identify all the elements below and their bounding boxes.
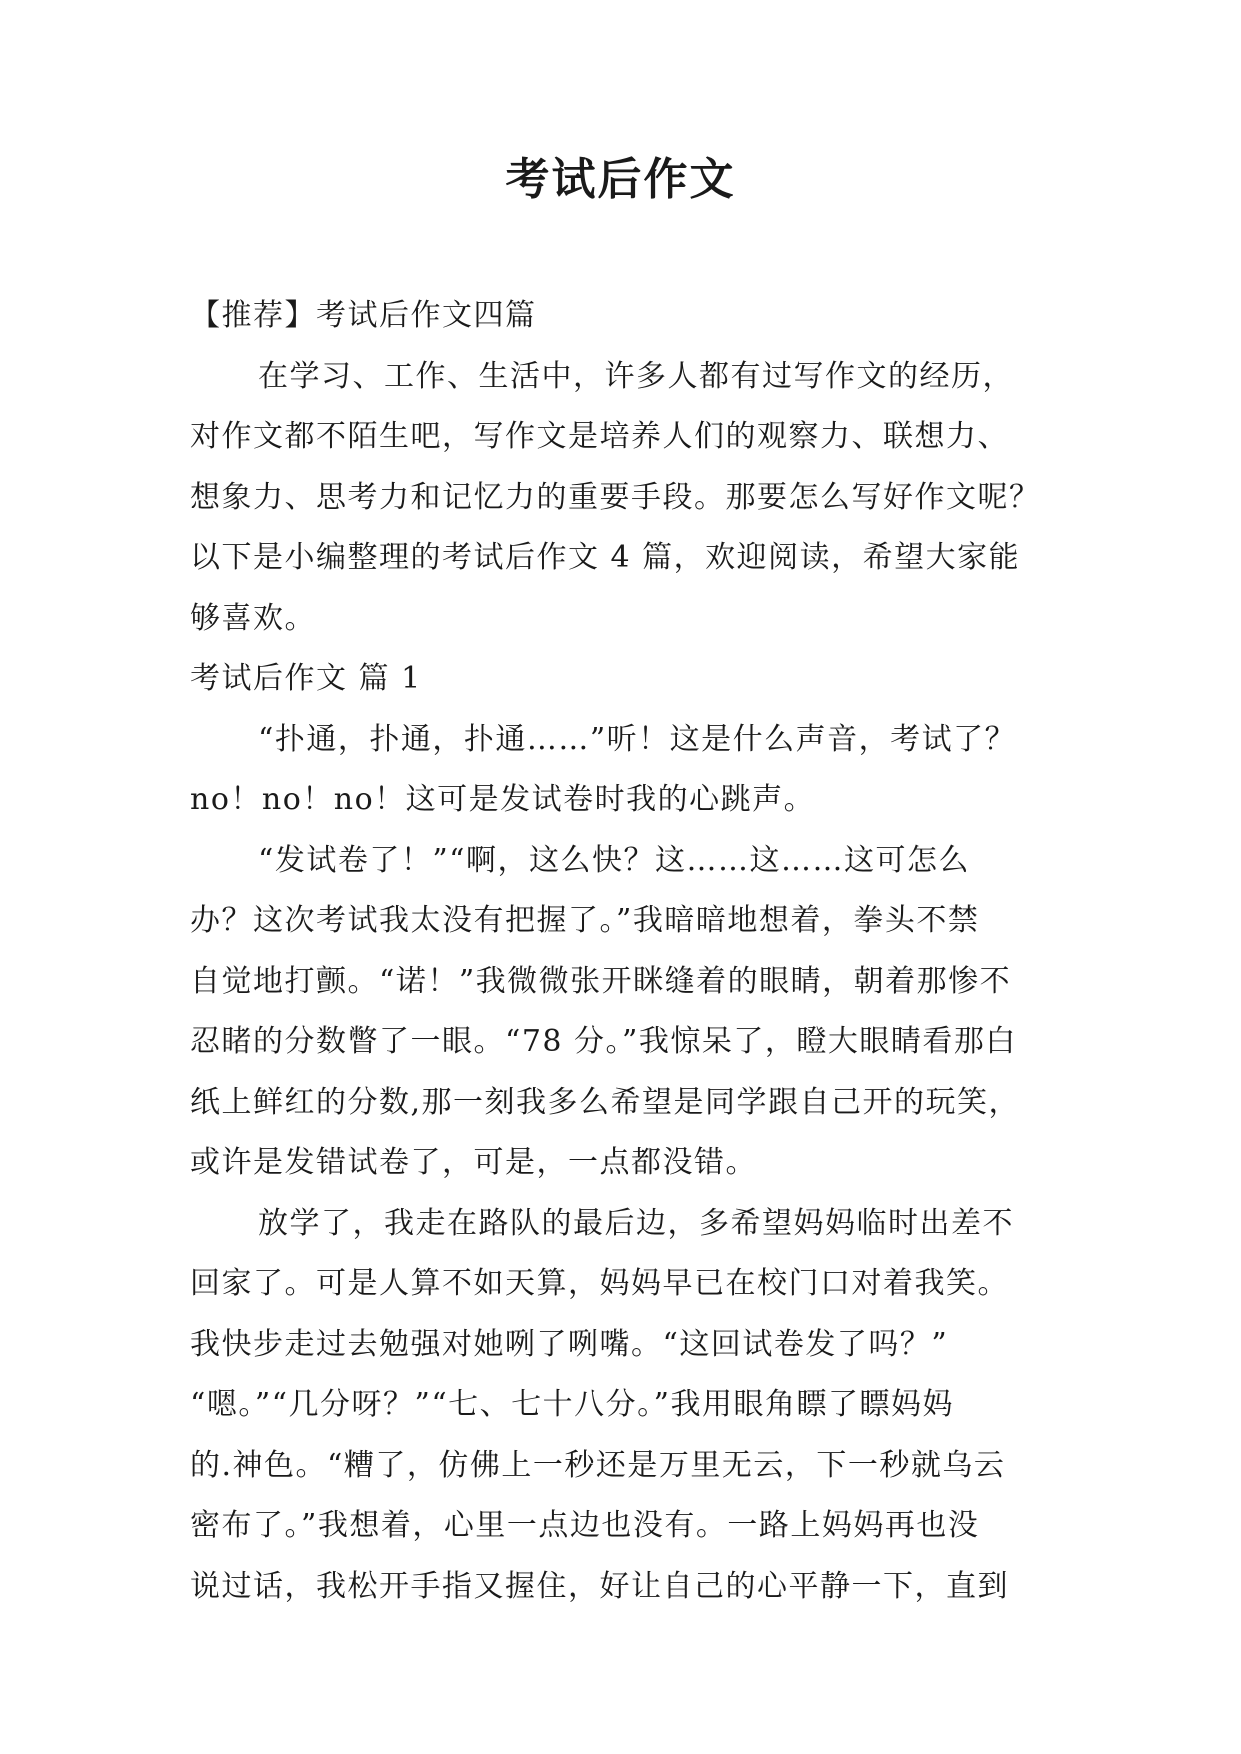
text-line: 够喜欢。 bbox=[190, 600, 316, 636]
text-line: 【推荐】考试后作文四篇 bbox=[190, 298, 537, 333]
text-line: 回家了。可是人算不如天算，妈妈早已在校门口对着我笑。 bbox=[190, 1266, 1009, 1301]
text-line: 想象力、思考力和记忆力的重要手段。那要怎么写好作文呢？ bbox=[190, 479, 1041, 515]
text-line: no！no！no！这可是发试卷时我的心跳声。 bbox=[190, 782, 816, 817]
text-line: “嗯。”“几分呀？”“七、七十八分。”我用眼角瞟了瞟妈妈 bbox=[190, 1387, 955, 1422]
text-line: 以下是小编整理的考试后作文 4 篇，欢迎阅读，希望大家能 bbox=[190, 540, 1021, 575]
text-line: 忍睹的分数瞥了一眼。“78 分。”我惊呆了，瞪大眼睛看那白 bbox=[190, 1024, 1017, 1059]
text-line: 密布了。”我想着，心里一点边也没有。一路上妈妈再也没 bbox=[190, 1508, 980, 1543]
text-line: 放学了，我走在路队的最后边，多希望妈妈临时出差不 bbox=[258, 1205, 1014, 1241]
section-heading: 考试后作文 篇 1 bbox=[190, 661, 422, 696]
document-title: 考试后作文 bbox=[505, 154, 736, 205]
text-line: “扑通，扑通，扑通……”听！这是什么声音，考试了？ bbox=[258, 721, 1017, 757]
text-line: 纸上鲜红的分数,那一刻我多么希望是同学跟自己开的玩笑， bbox=[190, 1084, 1021, 1120]
document-body bbox=[190, 286, 1080, 1617]
text-line: “发试卷了！”“啊，这么快？这……这……这可怎么 bbox=[258, 842, 971, 878]
text-line: 自觉地打颤。“诺！”我微微张开眯缝着的眼睛，朝着那惨不 bbox=[190, 963, 1012, 999]
text-line: 或许是发错试卷了，可是，一点都没错。 bbox=[190, 1145, 757, 1180]
text-line: 办？这次考试我太没有把握了。”我暗暗地想着，拳头不禁 bbox=[190, 903, 980, 938]
text-line: 说过话，我松开手指又握住，好让自己的心平静一下，直到 bbox=[190, 1568, 1009, 1604]
text-line: 对作文都不陌生吧，写作文是培养人们的观察力、联想力、 bbox=[190, 419, 1009, 454]
text-line: 我快步走过去勉强对她咧了咧嘴。“这回试卷发了吗？” bbox=[190, 1326, 949, 1362]
text-line: 的.神色。“糟了，仿佛上一秒还是万里无云，下一秒就乌云 bbox=[190, 1447, 1006, 1483]
text-line: 在学习、工作、生活中，许多人都有过写作文的经历， bbox=[258, 358, 1014, 394]
